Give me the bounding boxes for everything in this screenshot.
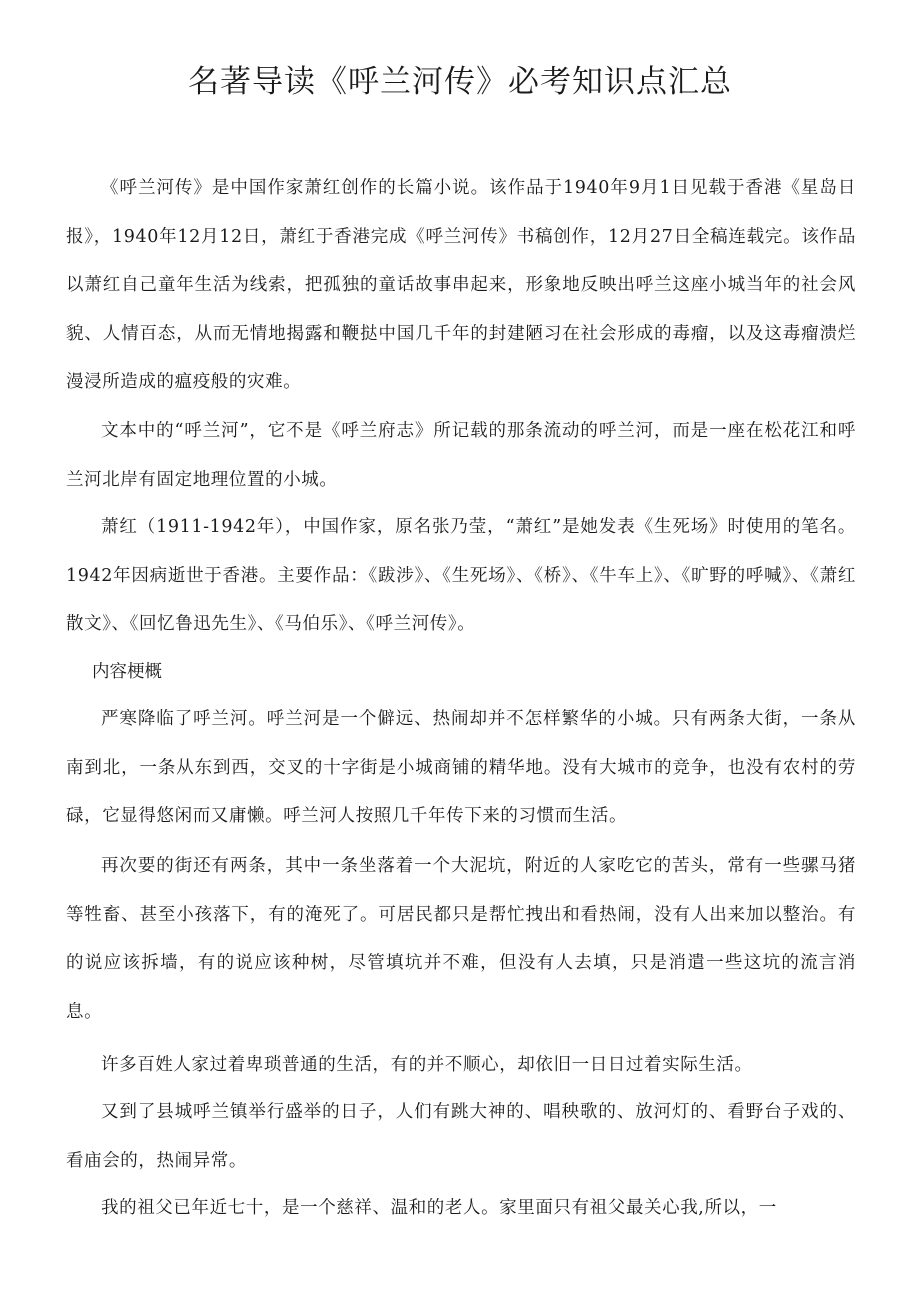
summary-paragraph: 又到了县城呼兰镇举行盛举的日子，人们有跳大神的、唱秧歌的、放河灯的、看野台子戏的、看庙会的，热闹异常。: [66, 1102, 856, 1171]
river-paragraph: 文本中的“呼兰河”，它不是《呼兰府志》所记载的那条流动的呼兰河，而是一座在松花江和呼兰河北岸有固定地理位置的小城。: [66, 421, 856, 490]
author-paragraph: 萧红（1911-1942年），中国作家，原名张乃莹，“萧红”是她发表《生死场》时使用的笔名。1942年因病逝世于香港。主要作品：《跋涉》、《生死场》、《桥》、《牛车上》、《旷野的呼喊》、《萧红散文》、《回忆鲁迅先生》、《马伯乐》、《呼兰河传》。: [66, 517, 856, 634]
summary-paragraph: 再次要的街还有两条，其中一条坐落着一个大泥坑，附近的人家吃它的苦头，常有一些骡马猪等牲畜、甚至小孩落下，有的淹死了。可居民都只是帮忙拽出和看热闹，没有人出来加以整治。有的说应该拆墙，有的说应该种树，尽管填坑并不难，但没有人去填，只是消遣一些这坑的流言消息。: [66, 856, 856, 1022]
summary-paragraph: 严寒降临了呼兰河。呼兰河是一个僻远、热闹却并不怎样繁华的小城。只有两条大街，一条从南到北，一条从东到西，交叉的十字街是小城商铺的精华地。没有大城市的竞争，也没有农村的劳碌，它显得悠闲而又庸懒。呼兰河人按照几千年传下来的习惯而生活。: [66, 709, 856, 826]
summary-paragraph: 我的祖父已年近七十，是一个慈祥、温和的老人。家里面只有祖父最关心我,所以，一: [101, 1198, 777, 1218]
section-heading: 内容梗概: [92, 662, 162, 682]
document-title: 名著导读《呼兰河传》必考知识点汇总: [188, 64, 732, 100]
intro-paragraph: 《呼兰河传》是中国作家萧红创作的长篇小说。该作品于1940年9月1日见载于香港《星岛日报》，1940年12月12日，萧红于香港完成《呼兰河传》书稿创作，12月27日全稿连载完。该作品以萧红自己童年生活为线索，把孤独的童话故事串起来，形象地反映出呼兰这座小城当年的社会风貌、人情百态，从而无情地揭露和鞭挞中国几千年的封建陋习在社会形成的毒瘤，以及这毒瘤溃烂漫浸所造成的瘟疫般的灾难。: [66, 178, 856, 392]
summary-paragraph: 许多百姓人家过着卑琐普通的生活，有的并不顺心，却依旧一日日过着实际生活。: [101, 1055, 753, 1075]
